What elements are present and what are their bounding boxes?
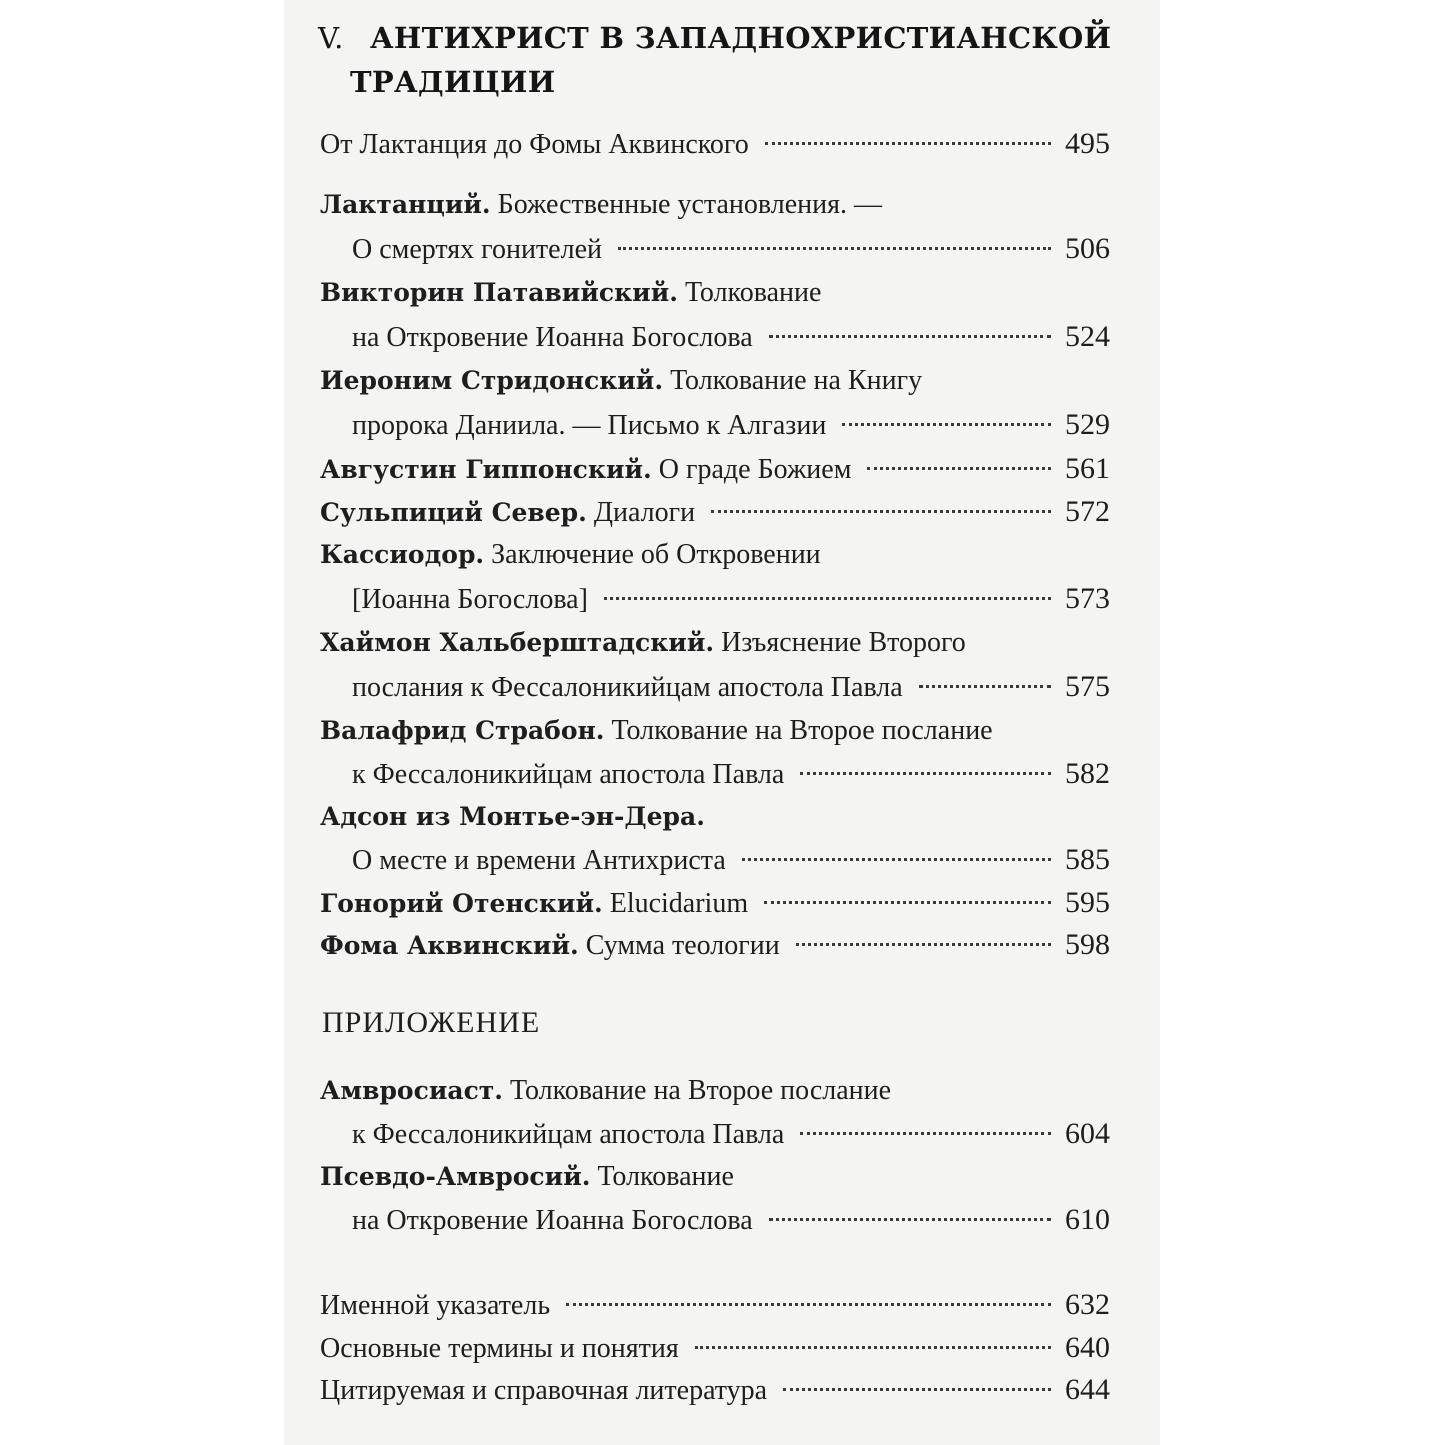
page-number: 561 [1065, 452, 1110, 485]
page-number: 644 [1065, 1373, 1110, 1406]
page-number: 573 [1065, 582, 1110, 615]
dot-leader [919, 685, 1051, 688]
entry-title-continued: на Откровение Иоанна Богослова [352, 322, 753, 353]
entry-title-continued: О месте и времени Антихриста [352, 845, 726, 876]
entry-author: Лактанций. [320, 190, 491, 219]
page-number: 595 [1065, 886, 1110, 919]
toc-entry-continuation [352, 754, 1110, 794]
toc-entry-author-line [320, 535, 821, 575]
page-number: 582 [1065, 757, 1110, 790]
toc-entry-continuation [352, 405, 1110, 445]
entry-author: Кассиодор. [320, 540, 485, 569]
entry-title: О граде Божием [658, 454, 852, 485]
entry-title: Толкование на Книгу [670, 365, 923, 396]
entry-title: Толкование на Второе послание [509, 1075, 892, 1106]
dot-leader [867, 467, 1051, 470]
dot-leader [695, 1346, 1051, 1349]
dot-leader [604, 597, 1051, 600]
page-number: 524 [1065, 320, 1110, 353]
toc-entry-continuation [352, 1200, 1110, 1240]
page-number: 598 [1065, 928, 1110, 961]
dot-leader [764, 901, 1051, 904]
toc-entry-author-line [320, 185, 882, 225]
toc-entry-continuation [352, 667, 1110, 707]
toc-entry [320, 925, 1110, 965]
entry-title: Цитируемая и справочная литература [320, 1375, 768, 1406]
entry-title-continued: к Фессалоникийцам апостола Павла [352, 1119, 785, 1150]
page-number: 585 [1065, 843, 1110, 876]
toc-entry-continuation [352, 840, 1110, 880]
page-number: 506 [1065, 232, 1110, 265]
dot-leader [711, 510, 1051, 513]
entry-title: Основные термины и понятия [320, 1333, 679, 1364]
dot-leader [765, 142, 1051, 145]
page-number: 632 [1065, 1288, 1110, 1321]
page-number: 575 [1065, 670, 1110, 703]
entry-title: Изъяснение Второго [721, 627, 966, 658]
toc-entry-author-line [320, 1071, 891, 1111]
entry-title-continued: послания к Фессалоникийцам апостола Павла [352, 672, 903, 703]
toc-entry-continuation [352, 1114, 1110, 1154]
entry-author: Августин Гиппонский. [320, 455, 652, 484]
entry-title: Заключение об Откровении [491, 539, 821, 570]
entry-author: Валафрид Страбон. [320, 716, 605, 745]
entry-title-continued: [Иоанна Богослова] [352, 584, 588, 615]
toc-entry-back-matter [320, 1328, 1110, 1368]
toc-entry-author-line [320, 623, 966, 663]
dot-leader [742, 858, 1051, 861]
page-number: 610 [1065, 1203, 1110, 1236]
toc-entry-author-line [320, 1157, 734, 1197]
page-number: 604 [1065, 1117, 1110, 1150]
toc-entry [320, 492, 1110, 532]
toc-entry-back-matter [320, 1285, 1110, 1325]
toc-entry-author-line [320, 711, 993, 751]
entry-author: Псевдо-Амвросий. [320, 1162, 591, 1191]
toc-entry [320, 449, 1110, 489]
dot-leader [769, 335, 1051, 338]
entry-author: Фома Аквинский. [320, 931, 579, 960]
entry-author: Сульпиций Север. [320, 498, 587, 527]
appendix-title: ПРИЛОЖЕНИЕ [322, 1006, 541, 1039]
page-number: 495 [1065, 127, 1110, 160]
heading-line-1: АНТИХРИСТ В ЗАПАДНОХРИСТИАНСКОЙ [370, 21, 1112, 55]
entry-title: Толкование [597, 1161, 734, 1192]
entry-author: Иероним Стридонский. [320, 366, 664, 395]
toc-entry [320, 883, 1110, 923]
entry-title: Сумма теологии [585, 930, 780, 961]
toc-entry-back-matter [320, 1370, 1110, 1410]
entry-title: Elucidarium [609, 888, 749, 919]
entry-title: От Лактанция до Фомы Аквинского [320, 129, 749, 160]
entry-title-continued: пророка Даниила. — Письмо к Алгазии [352, 410, 827, 441]
toc-entry-continuation [352, 579, 1110, 619]
entry-title: Божественные установления. — [497, 189, 882, 220]
entry-author: Гонорий Отенский. [320, 889, 603, 918]
dot-leader [618, 247, 1051, 250]
entry-author: Адсон из Монтье-эн-Дера. [320, 802, 705, 831]
section-heading [318, 16, 1111, 104]
entry-title-continued: к Фессалоникийцам апостола Павла [352, 759, 785, 790]
entry-author: Амвросиаст. [320, 1076, 503, 1105]
entry-title: Именной указатель [320, 1290, 551, 1321]
entry-title-continued: О смертях гонителей [352, 234, 602, 265]
toc-entry-continuation [352, 317, 1110, 357]
entry-title: Диалоги [593, 497, 696, 528]
dot-leader [842, 423, 1051, 426]
page-number: 640 [1065, 1331, 1110, 1364]
toc-entry-author-line [320, 361, 922, 401]
dot-leader [769, 1218, 1051, 1221]
dot-leader [783, 1388, 1051, 1391]
section-numeral: V. [318, 21, 344, 55]
toc-entry-author-line [320, 273, 821, 313]
entry-title: Толкование на Второе послание [611, 715, 993, 746]
entry-title: Толкование [684, 277, 822, 308]
dot-leader [800, 1132, 1051, 1135]
toc-entry-intro [320, 124, 1110, 164]
entry-author: Викторин Патавийский. [320, 278, 678, 307]
entry-title-continued: на Откровение Иоанна Богослова [352, 1205, 753, 1236]
dot-leader [796, 943, 1051, 946]
page-number: 572 [1065, 495, 1110, 528]
toc-entry-author-line [320, 797, 705, 837]
toc-entry-continuation [352, 229, 1110, 269]
dot-leader [566, 1303, 1051, 1306]
heading-line-2: ТРАДИЦИИ [350, 65, 556, 99]
dot-leader [800, 772, 1051, 775]
entry-author: Хаймон Хальберштадский. [320, 628, 715, 657]
page-number: 529 [1065, 408, 1110, 441]
